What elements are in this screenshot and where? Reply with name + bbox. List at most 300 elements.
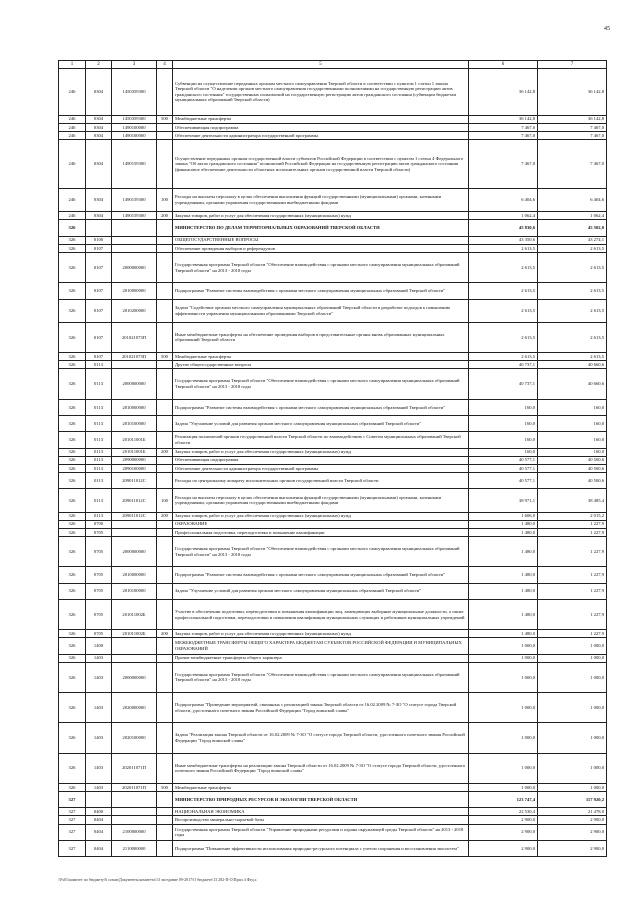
target-code-cell — [112, 808, 157, 816]
amount-year2-cell: 7 467,0 — [538, 123, 607, 131]
table-row — [59, 808, 607, 816]
table-row — [59, 567, 607, 583]
admin-code-cell: 326 — [59, 361, 86, 369]
description-cell: Подпрограмма "Развитие системы взаимодействия с органами местного самоуправления муниципальных образований Тверской области" — [173, 399, 469, 415]
section-code-cell: 0113 — [86, 415, 112, 431]
target-code-cell: 1450359300 — [112, 115, 157, 123]
amount-year2-cell: 2 613,5 — [538, 322, 607, 352]
section-code-cell: 0113 — [86, 432, 112, 448]
description-cell: Подпрограмма "Повышение эффективности использования природно-ресурсного потенциала с учетом сохранения и восстановления экосистем" — [173, 840, 469, 856]
amount-year2-cell: 36 142,8 — [538, 69, 607, 116]
amount-year1-cell: 1 000,0 — [469, 654, 538, 662]
budget-table — [58, 60, 607, 857]
target-code-cell — [112, 361, 157, 369]
admin-code-cell: 326 — [59, 599, 86, 629]
amount-year1-cell: 6 404,6 — [469, 188, 538, 211]
expense-type-cell — [157, 299, 173, 322]
expense-type-cell — [157, 399, 173, 415]
target-code-cell: 2090100000 — [112, 464, 157, 472]
description-cell: Межбюджетные трансферты — [173, 353, 469, 361]
amount-year2-cell: 160,0 — [538, 432, 607, 448]
target-code-cell: 1450359300 — [112, 69, 157, 116]
table-row — [59, 456, 607, 464]
section-code-cell: 0113 — [86, 448, 112, 456]
admin-code-cell: 326 — [59, 567, 86, 583]
admin-code-cell: 326 — [59, 448, 86, 456]
expense-type-cell — [157, 528, 173, 536]
table-row — [59, 662, 607, 692]
expense-type-cell — [157, 520, 173, 528]
expense-type-cell: 500 — [157, 783, 173, 791]
amount-year1-cell: 1 000,0 — [469, 638, 538, 654]
amount-year2-cell: 40 500,6 — [538, 464, 607, 472]
amount-year1-cell: 1 000,0 — [469, 662, 538, 692]
admin-code-cell: 326 — [59, 472, 86, 488]
table-row — [59, 188, 607, 211]
expense-type-cell — [157, 456, 173, 464]
amount-year2-cell: 1 000,0 — [538, 638, 607, 654]
expense-type-cell — [157, 654, 173, 662]
target-code-cell: 2010200000 — [112, 299, 157, 322]
amount-year1-cell: 1 480,0 — [469, 528, 538, 536]
amount-year1-cell: 160,0 — [469, 399, 538, 415]
table-row — [59, 115, 607, 123]
table-row — [59, 472, 607, 488]
section-code-cell: 0113 — [86, 399, 112, 415]
description-cell: НАЦИОНАЛЬНАЯ ЭКОНОМИКА — [173, 808, 469, 816]
target-code-cell — [112, 816, 157, 824]
amount-year1-cell: 36 142,8 — [469, 69, 538, 116]
amount-year2-cell: 1 227,9 — [538, 630, 607, 638]
expense-type-cell — [157, 662, 173, 692]
amount-year2-cell: 1 000,0 — [538, 693, 607, 723]
description-cell: Обеспечение проведения выборов и референдумов — [173, 244, 469, 252]
admin-code-cell: 326 — [59, 528, 86, 536]
section-code-cell: 0113 — [86, 512, 112, 520]
section-code-cell: 0404 — [86, 840, 112, 856]
amount-year2-cell: 2 613,5 — [538, 353, 607, 361]
amount-year1-cell: 2 900,0 — [469, 840, 538, 856]
amount-year1-cell: 7 467,0 — [469, 140, 538, 189]
target-code-cell: 2010100000 — [112, 583, 157, 599]
section-code-cell: 1403 — [86, 753, 112, 783]
page-number: 45 — [604, 26, 610, 32]
description-cell: МИНИСТЕРСТВО ПО ДЕЛАМ ТЕРРИТОРИАЛЬНЫХ ОБРАЗОВАНИЙ ТВЕРСКОЙ ОБЛАСТИ — [173, 220, 469, 236]
table-row — [59, 816, 607, 824]
admin-code-cell: 246 — [59, 188, 86, 211]
expense-type-cell — [157, 537, 173, 567]
amount-year1-cell: 2 900,0 — [469, 824, 538, 840]
amount-year1-cell: 1 480,0 — [469, 630, 538, 638]
amount-year2-cell: 1 227,9 — [538, 583, 607, 599]
table-row — [59, 520, 607, 528]
admin-code-cell: 326 — [59, 456, 86, 464]
table-row — [59, 693, 607, 723]
header-cell: 2 — [86, 61, 112, 69]
amount-year2-cell: 2 613,5 — [538, 252, 607, 282]
amount-year2-cell: 160,0 — [538, 415, 607, 431]
target-code-cell: 1490100000 — [112, 131, 157, 139]
admin-code-cell: 326 — [59, 252, 86, 282]
expense-type-cell — [157, 140, 173, 189]
section-code-cell: 0107 — [86, 283, 112, 299]
amount-year2-cell: 1 227,9 — [538, 567, 607, 583]
target-code-cell: 2090000000 — [112, 456, 157, 464]
header-cell: 5 — [173, 61, 469, 69]
description-cell: МЕЖБЮДЖЕТНЫЕ ТРАНСФЕРТЫ ОБЩЕГО ХАРАКТЕРА БЮДЖЕТАМ СУБЪЕКТОВ РОССИЙСКОЙ ФЕДЕРАЦИИ И МУНИЦИПАЛЬНЫХ ОБРАЗОВАНИЙ — [173, 638, 469, 654]
expense-type-cell — [157, 638, 173, 654]
expense-type-cell — [157, 816, 173, 824]
admin-code-cell: 326 — [59, 464, 86, 472]
table-row — [59, 212, 607, 220]
description-cell: Закупка товаров, работ и услуг для обеспечения государственных (муниципальных) нужд — [173, 512, 469, 520]
table-row — [59, 322, 607, 352]
amount-year1-cell: 1 480,0 — [469, 599, 538, 629]
target-code-cell: 201021073П — [112, 322, 157, 352]
expense-type-cell — [157, 693, 173, 723]
amount-year2-cell: 7 467,0 — [538, 131, 607, 139]
target-code-cell: 209011012С — [112, 512, 157, 520]
description-cell: Обеспечивающая подпрограмма — [173, 123, 469, 131]
section-code-cell: 0113 — [86, 472, 112, 488]
description-cell: Задача "Улучшение условий для развития органов местного самоуправления муниципальных образований Тверской области" — [173, 583, 469, 599]
amount-year1-cell: 160,0 — [469, 448, 538, 456]
section-code-cell: 0705 — [86, 630, 112, 638]
target-code-cell: 2000000000 — [112, 252, 157, 282]
admin-code-cell: 246 — [59, 69, 86, 116]
admin-code-cell: 326 — [59, 783, 86, 791]
section-code-cell: 0113 — [86, 489, 112, 512]
target-code-cell: 1490100000 — [112, 123, 157, 131]
expense-type-cell — [157, 244, 173, 252]
amount-year1-cell: 1 606,0 — [469, 512, 538, 520]
amount-year2-cell: 1 000,0 — [538, 753, 607, 783]
amount-year1-cell: 123 747,4 — [469, 792, 538, 808]
section-code-cell: 0705 — [86, 583, 112, 599]
admin-code-cell: 326 — [59, 432, 86, 448]
table-row — [59, 528, 607, 536]
admin-code-cell: 326 — [59, 630, 86, 638]
header-row — [59, 61, 607, 69]
target-code-cell: 201011001Б — [112, 448, 157, 456]
table-row — [59, 236, 607, 244]
amount-year1-cell: 1 480,0 — [469, 567, 538, 583]
amount-year1-cell: 2 613,5 — [469, 283, 538, 299]
admin-code-cell: 326 — [59, 220, 86, 236]
amount-year2-cell: 6 404,6 — [538, 188, 607, 211]
target-code-cell — [112, 792, 157, 808]
amount-year1-cell: 1 000,0 — [469, 783, 538, 791]
amount-year2-cell: 160,0 — [538, 448, 607, 456]
amount-year1-cell: 2 613,5 — [469, 244, 538, 252]
amount-year1-cell: 160,0 — [469, 415, 538, 431]
expense-type-cell — [157, 567, 173, 583]
description-cell: Государственная программа Тверской области "Обеспечение взаимодействия с органами местного самоуправления муниципальных образований Тверской области" на 2013 - 2018 годы — [173, 662, 469, 692]
description-cell: Расходы по центральному аппарату исполнительных органов государственной власти Тверской области — [173, 472, 469, 488]
target-code-cell: 209011012С — [112, 489, 157, 512]
table-row — [59, 448, 607, 456]
expense-type-cell — [157, 824, 173, 840]
table-row — [59, 140, 607, 189]
target-code-cell: 2000000000 — [112, 662, 157, 692]
admin-code-cell: 326 — [59, 537, 86, 567]
target-code-cell — [112, 220, 157, 236]
section-code-cell: 0113 — [86, 369, 112, 399]
target-code-cell — [112, 638, 157, 654]
description-cell: Воспроизводство минерально-сырьевой базы — [173, 816, 469, 824]
target-code-cell: 201011001Б — [112, 432, 157, 448]
amount-year1-cell: 1 480,0 — [469, 537, 538, 567]
description-cell: Государственная программа Тверской области "Обеспечение взаимодействия с органами местного самоуправления муниципальных образований Тверской области" на 2013 - 2018 годы — [173, 369, 469, 399]
section-code-cell: 0304 — [86, 69, 112, 116]
amount-year2-cell: 40 500,6 — [538, 472, 607, 488]
target-code-cell: 1490159300 — [112, 188, 157, 211]
amount-year2-cell: 43 274,1 — [538, 236, 607, 244]
table-row — [59, 369, 607, 399]
section-code-cell: 1403 — [86, 662, 112, 692]
description-cell: Иные межбюджетные трансферты на реализацию закона Тверской области от 16.02.2009 № 7-ЗО "О статусе города Тверской области, удостоенного почетного звания Российской Федерации "Город воинской славы" — [173, 753, 469, 783]
expense-type-cell — [157, 369, 173, 399]
description-cell: Закупка товаров, работ и услуг для обеспечения государственных (муниципальных) нужд — [173, 448, 469, 456]
table-row — [59, 131, 607, 139]
target-code-cell: 2000000000 — [112, 369, 157, 399]
expense-type-cell — [157, 131, 173, 139]
expense-type-cell — [157, 123, 173, 131]
description-cell: Обеспечивающая подпрограмма — [173, 456, 469, 464]
target-code-cell — [112, 244, 157, 252]
section-code-cell: 0107 — [86, 322, 112, 352]
target-code-cell: 209011012С — [112, 472, 157, 488]
admin-code-cell: 246 — [59, 131, 86, 139]
description-cell: Подпрограмма "Проведение мероприятий, связанных с реализацией закона Тверской области от 16.02.2009 № 7-ЗО "О статусе города Тверской области, удостоенного почетного звания Российской Федерации "Город воинской славы" — [173, 693, 469, 723]
amount-year2-cell: 2 613,5 — [538, 244, 607, 252]
amount-year1-cell: 1 480,0 — [469, 583, 538, 599]
amount-year1-cell: 1 000,0 — [469, 693, 538, 723]
section-code-cell: 0400 — [86, 808, 112, 816]
description-cell: Задача "Реализация закона Тверской области от 16.02.2009 № 7-ЗО "О статусе города Тверской области, удостоенного почетного звания Российской Федерации "Город воинской славы" — [173, 723, 469, 753]
table-row — [59, 299, 607, 322]
expense-type-cell — [157, 472, 173, 488]
description-cell: Межбюджетные трансферты — [173, 783, 469, 791]
amount-year1-cell: 2 900,0 — [469, 816, 538, 824]
amount-year1-cell: 1 480,0 — [469, 520, 538, 528]
section-code-cell: 0705 — [86, 599, 112, 629]
amount-year2-cell: 1 227,9 — [538, 520, 607, 528]
amount-year2-cell: 2 613,5 — [538, 299, 607, 322]
description-cell: Обеспечение деятельности администратора государственной программы — [173, 131, 469, 139]
admin-code-cell: 327 — [59, 792, 86, 808]
expense-type-cell: 200 — [157, 448, 173, 456]
target-code-cell: 202011071П — [112, 753, 157, 783]
header-cell: 3 — [112, 61, 157, 69]
description-cell: Подпрограмма "Развитие системы взаимодействия с органами местного самоуправления муниципальных образований Тверской области" — [173, 567, 469, 583]
amount-year1-cell: 45 830,6 — [469, 220, 538, 236]
table-row — [59, 583, 607, 599]
amount-year1-cell: 7 467,0 — [469, 131, 538, 139]
expense-type-cell — [157, 69, 173, 116]
header-cell: 4 — [157, 61, 173, 69]
section-code-cell: 0113 — [86, 464, 112, 472]
table-row — [59, 537, 607, 567]
expense-type-cell — [157, 840, 173, 856]
expense-type-cell: 100 — [157, 188, 173, 211]
target-code-cell: 2010000000 — [112, 399, 157, 415]
expense-type-cell — [157, 599, 173, 629]
amount-year1-cell: 36 142,8 — [469, 115, 538, 123]
description-cell: Закупка товаров, работ и услуг для обеспечения государственных (муниципальных) нужд — [173, 212, 469, 220]
table-row — [59, 630, 607, 638]
description-cell: Расходы на выплаты персоналу в целях обеспечения выполнения функций государственными (муниципальными) органами, казенными учреждениями, органами управления государственными внебюджетными фондами — [173, 489, 469, 512]
table-row — [59, 283, 607, 299]
admin-code-cell: 326 — [59, 369, 86, 399]
amount-year2-cell: 2 900,0 — [538, 816, 607, 824]
expense-type-cell: 200 — [157, 212, 173, 220]
admin-code-cell: 327 — [59, 840, 86, 856]
admin-code-cell: 246 — [59, 212, 86, 220]
description-cell: Обеспечение деятельности администратора государственной программы — [173, 464, 469, 472]
admin-code-cell: 326 — [59, 693, 86, 723]
table-row — [59, 599, 607, 629]
amount-year1-cell: 2 613,5 — [469, 322, 538, 352]
target-code-cell: 202011071П — [112, 783, 157, 791]
amount-year1-cell: 40 737,1 — [469, 369, 538, 399]
section-code-cell: 0100 — [86, 236, 112, 244]
amount-year1-cell: 40 577,1 — [469, 472, 538, 488]
description-cell: Государственная программа Тверской области "Обеспечение взаимодействия с органами местного самоуправления муниципальных образований Тверской области" на 2013 - 2018 годы — [173, 537, 469, 567]
target-code-cell — [112, 236, 157, 244]
amount-year1-cell: 43 350,6 — [469, 236, 538, 244]
amount-year2-cell: 40 660,6 — [538, 361, 607, 369]
section-code-cell: 0705 — [86, 528, 112, 536]
section-code-cell: 1403 — [86, 723, 112, 753]
section-code-cell: 0304 — [86, 131, 112, 139]
amount-year2-cell: 1 227,9 — [538, 537, 607, 567]
target-code-cell: 2010000000 — [112, 567, 157, 583]
table-row — [59, 464, 607, 472]
table-row — [59, 220, 607, 236]
admin-code-cell: 246 — [59, 115, 86, 123]
amount-year1-cell: 1 062,4 — [469, 212, 538, 220]
amount-year2-cell: 21 478,0 — [538, 808, 607, 816]
admin-code-cell: 326 — [59, 638, 86, 654]
section-code-cell: 0113 — [86, 456, 112, 464]
target-code-cell: 1490159300 — [112, 212, 157, 220]
target-code-cell — [112, 654, 157, 662]
expense-type-cell: 200 — [157, 630, 173, 638]
expense-type-cell — [157, 361, 173, 369]
expense-type-cell: 500 — [157, 115, 173, 123]
amount-year2-cell: 2 015,2 — [538, 512, 607, 520]
section-code-cell: 0107 — [86, 252, 112, 282]
amount-year2-cell: 117 920,2 — [538, 792, 607, 808]
admin-code-cell: 327 — [59, 816, 86, 824]
table-row — [59, 399, 607, 415]
table-row — [59, 512, 607, 520]
admin-code-cell: 326 — [59, 520, 86, 528]
admin-code-cell: 326 — [59, 662, 86, 692]
description-cell: ОБРАЗОВАНИЕ — [173, 520, 469, 528]
expense-type-cell — [157, 464, 173, 472]
amount-year2-cell: 2 900,0 — [538, 840, 607, 856]
header-cell: 7 — [538, 61, 607, 69]
description-cell: Прочие межбюджетные трансферты общего характера — [173, 654, 469, 662]
section-code-cell: 0304 — [86, 140, 112, 189]
amount-year2-cell: 40 500,6 — [538, 456, 607, 464]
admin-code-cell: 326 — [59, 512, 86, 520]
target-code-cell: 2020100000 — [112, 723, 157, 753]
expense-type-cell — [157, 792, 173, 808]
description-cell: МИНИСТЕРСТВО ПРИРОДНЫХ РЕСУРСОВ И ЭКОЛОГИИ ТВЕРСКОЙ ОБЛАСТИ — [173, 792, 469, 808]
admin-code-cell: 246 — [59, 140, 86, 189]
amount-year2-cell: 1 227,9 — [538, 599, 607, 629]
amount-year1-cell: 1 000,0 — [469, 753, 538, 783]
amount-year1-cell: 38 971,1 — [469, 489, 538, 512]
expense-type-cell — [157, 322, 173, 352]
target-code-cell: 2010000000 — [112, 283, 157, 299]
amount-year2-cell: 7 467,0 — [538, 140, 607, 189]
section-code-cell — [86, 792, 112, 808]
section-code-cell: 0304 — [86, 212, 112, 220]
section-code-cell: 0304 — [86, 115, 112, 123]
admin-code-cell: 326 — [59, 415, 86, 431]
admin-code-cell: 326 — [59, 654, 86, 662]
admin-code-cell: 326 — [59, 489, 86, 512]
table-row — [59, 792, 607, 808]
description-cell: Задача "Улучшение условий для развития органов местного самоуправления муниципальных образований Тверской области" — [173, 415, 469, 431]
amount-year1-cell: 2 613,5 — [469, 299, 538, 322]
admin-code-cell: 326 — [59, 583, 86, 599]
table-row — [59, 638, 607, 654]
table-body — [59, 61, 607, 857]
section-code-cell: 0113 — [86, 361, 112, 369]
table-row — [59, 432, 607, 448]
admin-code-cell: 326 — [59, 353, 86, 361]
section-code-cell: 1403 — [86, 654, 112, 662]
target-code-cell: 2110000000 — [112, 840, 157, 856]
section-code-cell: 0107 — [86, 353, 112, 361]
target-code-cell: 2020000000 — [112, 693, 157, 723]
expense-type-cell — [157, 753, 173, 783]
target-code-cell: 201021073П — [112, 353, 157, 361]
admin-code-cell: 326 — [59, 244, 86, 252]
target-code-cell: 1490159300 — [112, 140, 157, 189]
admin-code-cell: 327 — [59, 824, 86, 840]
table-row — [59, 415, 607, 431]
target-code-cell: 201011002Б — [112, 599, 157, 629]
target-code-cell — [112, 520, 157, 528]
description-cell: Подпрограмма "Развитие системы взаимодействия с органами местного самоуправления муниципальных образований Тверской области" — [173, 283, 469, 299]
header-cell: 1 — [59, 61, 86, 69]
section-code-cell: 1403 — [86, 783, 112, 791]
amount-year1-cell: 40 577,1 — [469, 464, 538, 472]
section-code-cell: 0304 — [86, 188, 112, 211]
expense-type-cell — [157, 723, 173, 753]
table-row — [59, 840, 607, 856]
amount-year2-cell: 2 900,0 — [538, 824, 607, 840]
amount-year2-cell: 160,0 — [538, 399, 607, 415]
description-cell: Профессиональная подготовка, переподготовка и повышение квалификации — [173, 528, 469, 536]
header-cell: 6 — [469, 61, 538, 69]
table-row — [59, 361, 607, 369]
expense-type-cell — [157, 415, 173, 431]
amount-year1-cell: 7 467,0 — [469, 123, 538, 131]
target-code-cell: 201011002Б — [112, 630, 157, 638]
description-cell: Другие общегосударственные вопросы — [173, 361, 469, 369]
admin-code-cell: 326 — [59, 299, 86, 322]
target-code-cell — [112, 528, 157, 536]
section-code-cell: 1403 — [86, 693, 112, 723]
expense-type-cell: 100 — [157, 489, 173, 512]
